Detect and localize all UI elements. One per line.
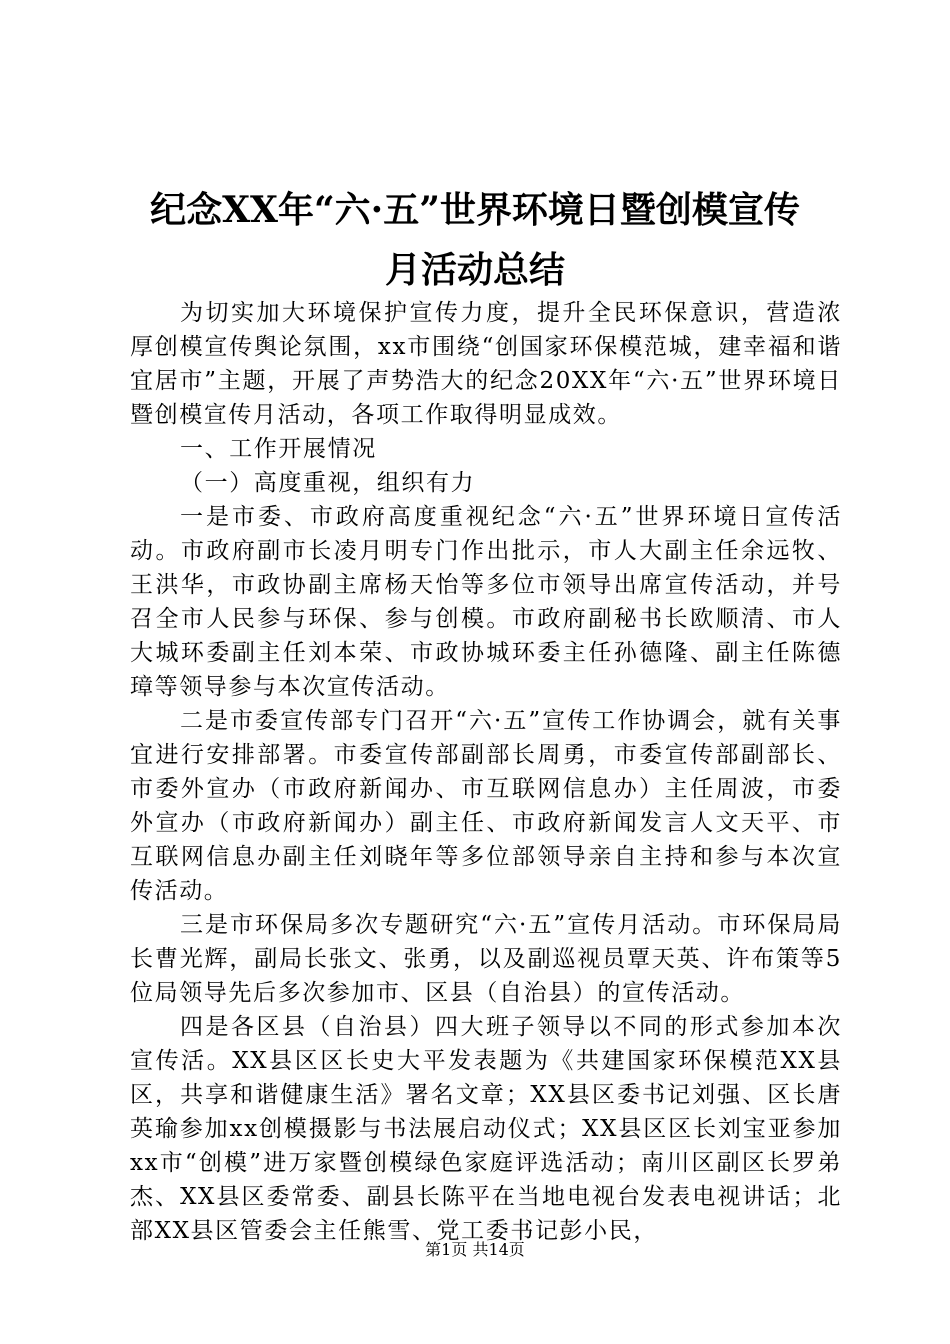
document-title-line-2: 月活动总结 [384,249,565,291]
paragraph-item-1: 一是市委、市政府高度重视纪念“六·五”世界环境日宣传活动。市政府副市长凌月明专门作出批示，市人大副主任余远牧、王洪华，市政协副主席杨天怡等多位市领导出席宣传活动，并号召全市人民参与环保、参与创模。市政府副秘书长欧顺清、市人大城环委副主任刘本荣、市政协城环委主任孙德隆、副主任陈德璋等领导参与本次宣传活动。 [130,504,842,700]
paragraph-item-3: 三是市环保局多次专题研究“六·五”宣传月活动。市环保局局长曹光辉，副局长张文、张勇，以及副巡视员覃天英、许布策等5位局领导先后多次参加市、区县（自治县）的宣传活动。 [130,912,842,1006]
paragraph-item-2: 二是市委宣传部专门召开“六·五”宣传工作协调会，就有关事宜进行安排部署。市委宣传部副部长周勇，市委宣传部副部长、市委外宣办（市政府新闻办、市互联网信息办）主任周波，市委外宣办（市政府新闻办）副主任、市政府新闻发言人文天平、市互联网信息办副主任刘晓年等多位部领导亲自主持和参与本次宣传活动。 [130,708,842,904]
document-title-line-1: 纪念XX年“六·五”世界环境日暨创模宣传 [150,189,800,231]
section-heading: 一、工作开展情况 [180,436,377,462]
subsection-heading: （一）高度重视，组织有力 [180,470,476,496]
document-body [130,296,842,1248]
paragraph-intro: 为切实加大环境保护宣传力度，提升全民环保意识，营造浓厚创模宣传舆论氛围，xx市围绕“创国家环保模范城，建幸福和谐宜居市”主题，开展了声势浩大的纪念20XX年“六·五”世界环境日暨创模宣传月活动，各项工作取得明显成效。 [130,300,842,428]
page-footer: 第1页 共14页 [425,1240,525,1259]
paragraph-item-4: 四是各区县（自治县）四大班子领导以不同的形式参加本次宣传活。XX县区区长史大平发表题为《共建国家环保模范XX县区，共享和谐健康生活》署名文章；XX县区委书记刘强、区长唐英瑜参加xx创模摄影与书法展启动仪式；XX县区区长刘宝亚参加xx市“创模”进万家暨创模绿色家庭评选活动；南川区副区长罗弟杰、XX县区委常委、副县长陈平在当地电视台发表电视讲话；北部XX县区管委会主任熊雪、党工委书记彭小民， [130,1014,842,1244]
